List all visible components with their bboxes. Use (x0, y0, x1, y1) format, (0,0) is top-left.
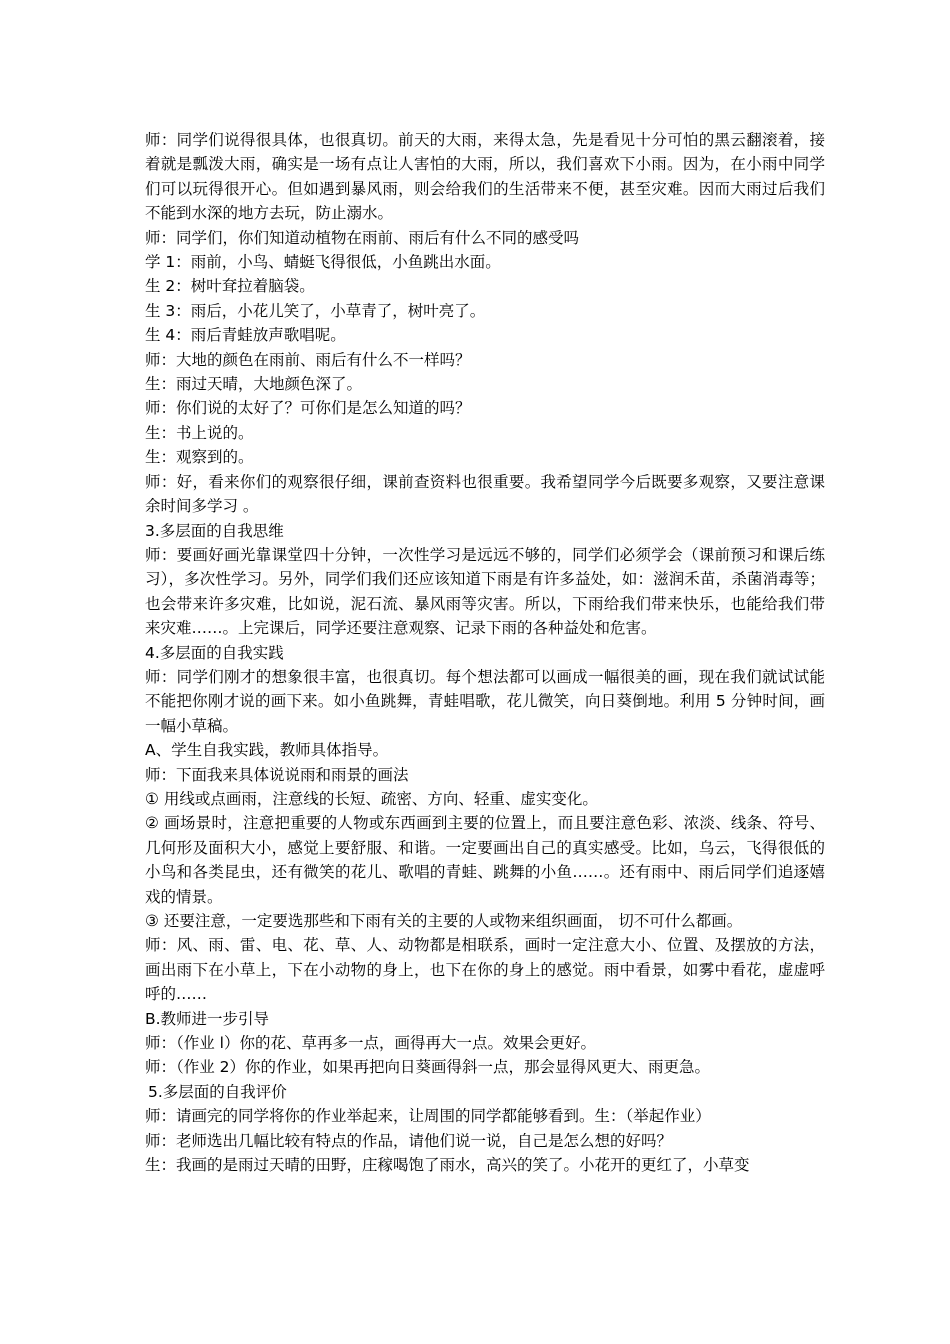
paragraph-teacher-observe: 师：好，看来你们的观察很仔细，课前查资料也很重要。我希望同学今后既要多观察，又要注意课余时间多学习 。 (145, 472, 825, 516)
document-page (145, 128, 825, 1177)
paragraph-teacher-homework-2: 师：（作业 2）你的作业，如果再把向日葵画得斜一点，那会显得风更大、雨更急。 (145, 1058, 711, 1077)
paragraph-teacher-question-earth: 师：大地的颜色在雨前、雨后有什么不一样吗？ (145, 350, 471, 369)
paragraph-teacher-question-animals: 师：同学们，你们知道动植物在雨前、雨后有什么不同的感受吗 (145, 228, 580, 247)
paragraph-student-3: 生 3：雨后，小花儿笑了，小草青了，树叶亮了。 (145, 301, 486, 320)
paragraph-method-3: ③ 还要注意，一定要选那些和下雨有关的主要的人或物来组织画面， 切不可什么都画。 (145, 912, 743, 930)
paragraph-student-4: 生 4：雨后青蛙放声歌唱呢。 (145, 326, 346, 345)
paragraph-method-1: ① 用线或点画雨，注意线的长短、疏密、方向、轻重、虚实变化。 (145, 789, 598, 808)
paragraph-student-description: 生：我画的是雨过天晴的田野，庄稼喝饱了雨水，高兴的笑了。小花开的更红了，小草变 (145, 1156, 750, 1175)
paragraph-teacher-homework-1: 师：（作业 l）你的花、草再多一点，画得再大一点。效果会更好。 (145, 1034, 596, 1053)
paragraph-step-a: A、学生自我实践，教师具体指导。 (145, 741, 389, 760)
paragraph-teacher-select: 师：老师选出几幅比较有特点的作品，请他们说一说，自己是怎么想的好吗？ (145, 1131, 673, 1150)
paragraph-teacher-relations: 师：风、雨、雷、电、花、草、人、动物都是相联系，画时一定注意大小、位置、及摆放的方法，画出雨下在小草上，下在小动物的身上，也下在你的身上的感觉。雨中看景，如雾中看花，虚虚呼呼的…… (145, 936, 825, 1004)
paragraph-teacher-raise: 师：请画完的同学将你的作业举起来，让周围的同学都能够看到。生：（举起作业） (145, 1107, 711, 1126)
section-heading-3: 3.多层面的自我思维 (145, 521, 284, 540)
paragraph-student-answer-earth: 生：雨过天晴，大地颜色深了。 (145, 375, 363, 394)
section-heading-5: 5.多层面的自我评价 (148, 1082, 287, 1101)
paragraph-student-2: 生 2：树叶耷拉着脑袋。 (145, 277, 315, 296)
paragraph-teacher-praise: 师：你们说的太好了？可你们是怎么知道的吗？ (145, 399, 471, 418)
paragraph-student-observed: 生：观察到的。 (145, 448, 254, 467)
paragraph-step-b: B.教师进一步引导 (145, 1009, 270, 1028)
paragraph-teacher-thinking: 师：要画好画光靠课堂四十分钟，一次性学习是远远不够的，同学们必须学会（课前预习和课后练习），多次性学习。另外，同学们我们还应该知道下雨是有许多益处，如：滋润禾苗，杀菌消毒等；也会带来许多灾难，比如说，泥石流、暴风雨等灾害。所以，下雨给我们带来快乐，也能给我们带来灾难……。上完课后，同学还要注意观察、记录下雨的各种益处和危害。 (145, 545, 825, 638)
paragraph-student-book: 生：书上说的。 (145, 423, 254, 442)
paragraph-teacher-method: 师：下面我来具体说说雨和雨景的画法 (145, 765, 409, 784)
paragraph-student-1: 学 1：雨前，小鸟、蜻蜓飞得很低，小鱼跳出水面。 (145, 253, 501, 272)
paragraph-teacher-summary: 师：同学们说得很具体，也很真切。前天的大雨，来得太急，先是看见十分可怕的黑云翻滚着，接着就是瓢泼大雨，确实是一场有点让人害怕的大雨，所以，我们喜欢下小雨。因为，在小雨中同学们可以玩得很开心。但如遇到暴风雨，则会给我们的生活带来不便，甚至灾难。因而大雨过后我们不能到水深的地方去玩，防止溺水。 (145, 131, 825, 223)
paragraph-teacher-practice: 师：同学们刚才的想象很丰富，也很真切。每个想法都可以画成一幅很美的画，现在我们就试试能不能把你刚才说的画下来。如小鱼跳舞，青蛙唱歌，花儿微笑，向日葵倒地。利用 5 分钟时间，画一幅小草稿。 (145, 667, 825, 735)
paragraph-method-2: ② 画场景时，注意把重要的人物或东西画到主要的位置上，而且要注意色彩、浓淡、线条、符号、几何形及面积大小，感觉上要舒服、和谐。一定要画出自己的真实感受。比如，乌云，飞得很低的小鸟和各类昆虫，还有微笑的花儿、歌唱的青蛙、跳舞的小鱼……。还有雨中、雨后同学们追逐嬉戏的情景。 (145, 814, 825, 906)
section-heading-4: 4.多层面的自我实践 (145, 643, 284, 662)
